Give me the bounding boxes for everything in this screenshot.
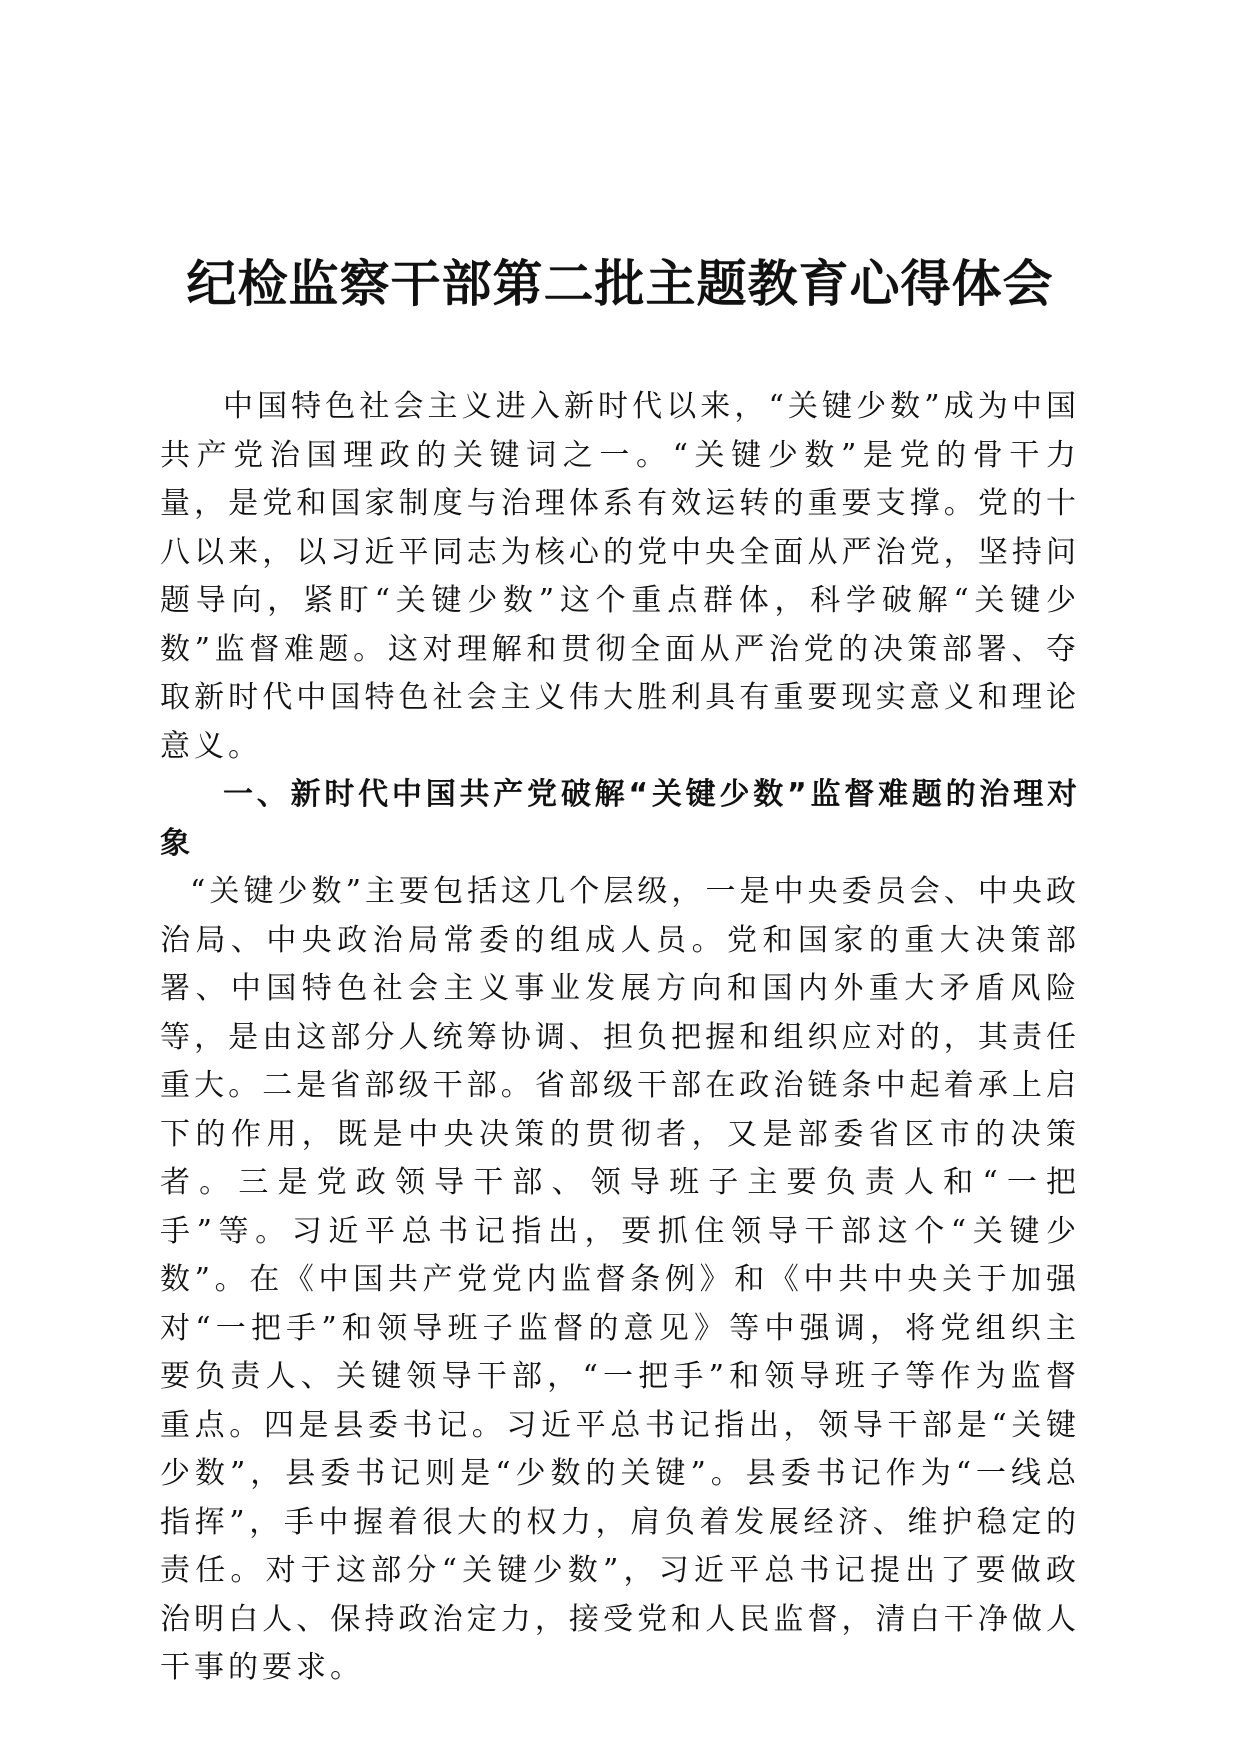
document-body — [160, 383, 1080, 1693]
document-title: 纪检监察干部第二批主题教育心得体会 — [186, 255, 1054, 313]
intro-paragraph: 中国特色社会主义进入新时代以来，“关键少数”成为中国共产党治国理政的关键词之一。“关键少数”是党的骨干力量，是党和国家制度与治理体系有效运转的重要支撑。党的十八以来，以习近平同志为核心的党中央全面从严治党，坚持问题导向，紧盯“关键少数”这个重点群体，科学破解“关键少数”监督难题。这对理解和贯彻全面从严治党的决策部署、夺取新时代中国特色社会主义伟大胜利具有重要现实意义和理论意义。 — [160, 389, 1080, 764]
section-paragraph: “关键少数”主要包括这几个层级，一是中央委员会、中央政治局、中央政治局常委的组成人员。党和国家的重大决策部署、中国特色社会主义事业发展方向和国内外重大矛盾风险等，是由这部分人统筹协调、担负把握和组织应对的，其责任重大。二是省部级干部。省部级干部在政治链条中起着承上启下的作用，既是中央决策的贯彻者，又是部委省区市的决策者。三是党政领导干部、领导班子主要负责人和“一把手”等。习近平总书记指出，要抓住领导干部这个“关键少数”。在《中国共产党党内监督条例》和《中共中央关于加强对“一把手”和领导班子监督的意见》等中强调，将党组织主要负责人、关键领导干部，“一把手”和领导班子等作为监督重点。四是县委书记。习近平总书记指出，领导干部是“关键少数”，县委书记则是“少数的关键”。县委书记作为“一线总指挥”，手中握着很大的权力，肩负着发展经济、维护稳定的责任。对于这部分“关键少数”，习近平总书记提出了要做政治明白人、保持政治定力，接受党和人民监督，清白干净做人干事的要求。 — [160, 874, 1080, 1685]
section-heading: 一、新时代中国共产党破解“关键少数”监督难题的治理对象 — [160, 777, 1080, 861]
